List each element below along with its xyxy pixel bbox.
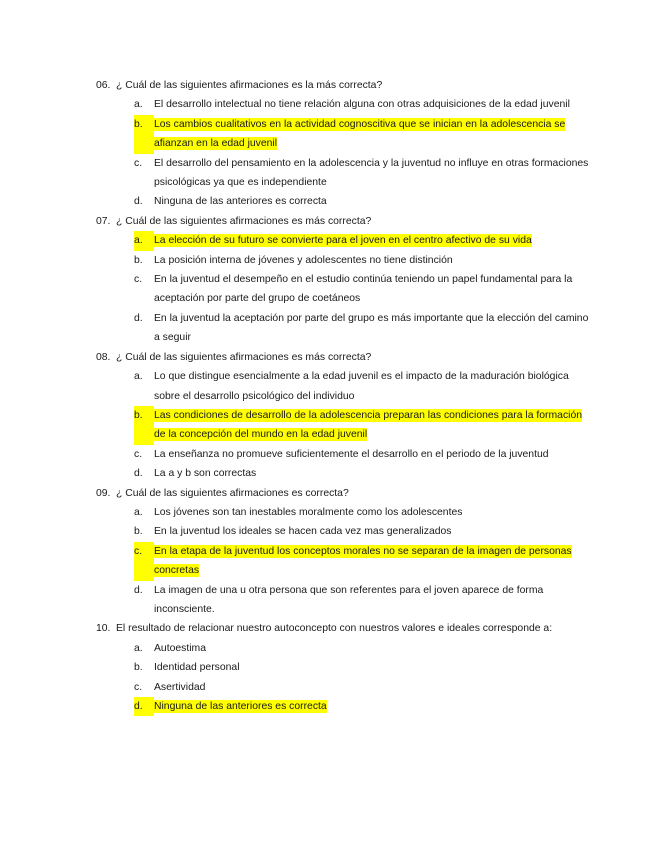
option-d — [134, 581, 596, 620]
option-letter: a. — [134, 642, 143, 654]
option-letter: b. — [134, 115, 154, 154]
option-a — [134, 639, 596, 658]
option-text: Lo que distingue esencialmente a la edad juvenil es el impacto de la maduración biológica sobre el desarrollo psicológico del individuo — [154, 371, 569, 402]
option-c-highlighted — [134, 542, 596, 581]
option-a-highlighted — [134, 231, 596, 250]
option-letter: c. — [134, 274, 143, 286]
option-text: Asertividad — [154, 681, 206, 693]
option-letter: b. — [134, 406, 154, 445]
option-text: En la juventud el desempeño en el estudio continúa teniendo un papel fundamental para la aceptación por parte del grupo de coetáneos — [154, 274, 573, 305]
option-letter: b. — [134, 526, 143, 538]
option-text: Ninguna de las anteriores es correcta — [154, 196, 327, 208]
option-d — [134, 309, 596, 348]
option-text: En la juventud los ideales se hacen cada vez mas generalizados — [154, 526, 452, 538]
option-text: El desarrollo intelectual no tiene relación alguna con otras adquisiciones de la edad juvenil — [154, 99, 570, 111]
option-c — [134, 154, 596, 193]
option-a — [134, 503, 596, 522]
option-letter: a. — [134, 231, 154, 250]
option-text: Autoestima — [154, 642, 206, 654]
option-letter: a. — [134, 506, 143, 518]
option-text: En la etapa de la juventud los conceptos morales no se separan de la imagen de personas concretas — [154, 545, 572, 577]
question-06 — [96, 76, 596, 212]
option-letter: b. — [134, 254, 143, 266]
option-letter: a. — [134, 99, 143, 111]
question-list — [96, 76, 596, 716]
option-d — [134, 192, 596, 211]
option-text: La elección de su futuro se convierte para el joven en el centro afectivo de su vida — [154, 235, 532, 247]
option-text: Identidad personal — [154, 662, 240, 674]
option-letter: c. — [134, 681, 143, 693]
question-text: ¿ Cuál de las siguientes afirmaciones es correcta? — [116, 487, 349, 499]
option-text: Las condiciones de desarrollo de la adolescencia preparan las condiciones para la formación de la concepción del mundo en la edad juvenil — [154, 409, 583, 441]
option-text: El desarrollo del pensamiento en la adolescencia y la juventud no influye en otras formaciones psicológicas ya que es independiente — [154, 157, 589, 189]
option-b — [134, 251, 596, 270]
question-10 — [96, 619, 596, 716]
question-number: 07. — [96, 215, 111, 227]
option-c — [134, 445, 596, 464]
option-d — [134, 464, 596, 483]
question-number: 09. — [96, 487, 111, 499]
option-text: Los jóvenes son tan inestables moralmente como los adolescentes — [154, 506, 463, 518]
option-letter: a. — [134, 371, 143, 383]
option-b-highlighted — [134, 406, 596, 445]
option-text: Los cambios cualitativos en la actividad cognoscitiva que se inician en la adolescencia se afianzan en la edad juvenil — [154, 118, 566, 150]
option-d-highlighted — [134, 697, 596, 716]
option-text: Ninguna de las anteriores es correcta — [154, 701, 327, 712]
option-c — [134, 270, 596, 309]
question-text: ¿ Cuál de las siguientes afirmaciones es la más correcta? — [116, 80, 383, 91]
option-letter: d. — [134, 697, 154, 716]
option-b — [134, 522, 596, 541]
option-letter: d. — [134, 468, 143, 480]
question-text: ¿ Cuál de las siguientes afirmaciones es más correcta? — [116, 215, 372, 227]
option-letter: c. — [134, 157, 143, 169]
option-b — [134, 658, 596, 677]
option-letter: d. — [134, 584, 143, 596]
option-letter: d. — [134, 196, 143, 208]
question-07 — [96, 212, 596, 348]
question-09 — [96, 484, 596, 620]
question-number: 06. — [96, 80, 111, 91]
option-a — [134, 95, 596, 114]
question-text: El resultado de relacionar nuestro autoconcepto con nuestros valores e ideales corresponde a: — [116, 623, 553, 635]
option-text: La posición interna de jóvenes y adolescentes no tiene distinción — [154, 254, 453, 266]
option-c — [134, 678, 596, 697]
option-letter: c. — [134, 448, 143, 460]
question-number: 08. — [96, 351, 111, 363]
option-a — [134, 367, 596, 406]
option-text: En la juventud la aceptación por parte del grupo es más importante que la elección del camino a seguir — [154, 312, 589, 344]
option-letter: c. — [134, 542, 154, 581]
question-08 — [96, 348, 596, 484]
option-text: La a y b son correctas — [154, 468, 257, 480]
option-text: La enseñanza no promueve suficientemente el desarrollo en el periodo de la juventud — [154, 448, 549, 460]
option-letter: d. — [134, 312, 143, 324]
question-text: ¿ Cuál de las siguientes afirmaciones es más correcta? — [116, 351, 372, 363]
option-b-highlighted — [134, 115, 596, 154]
option-letter: b. — [134, 662, 143, 674]
option-text: La imagen de una u otra persona que son referentes para el joven aparece de forma inconsciente. — [154, 584, 544, 615]
question-number: 10. — [96, 623, 111, 635]
